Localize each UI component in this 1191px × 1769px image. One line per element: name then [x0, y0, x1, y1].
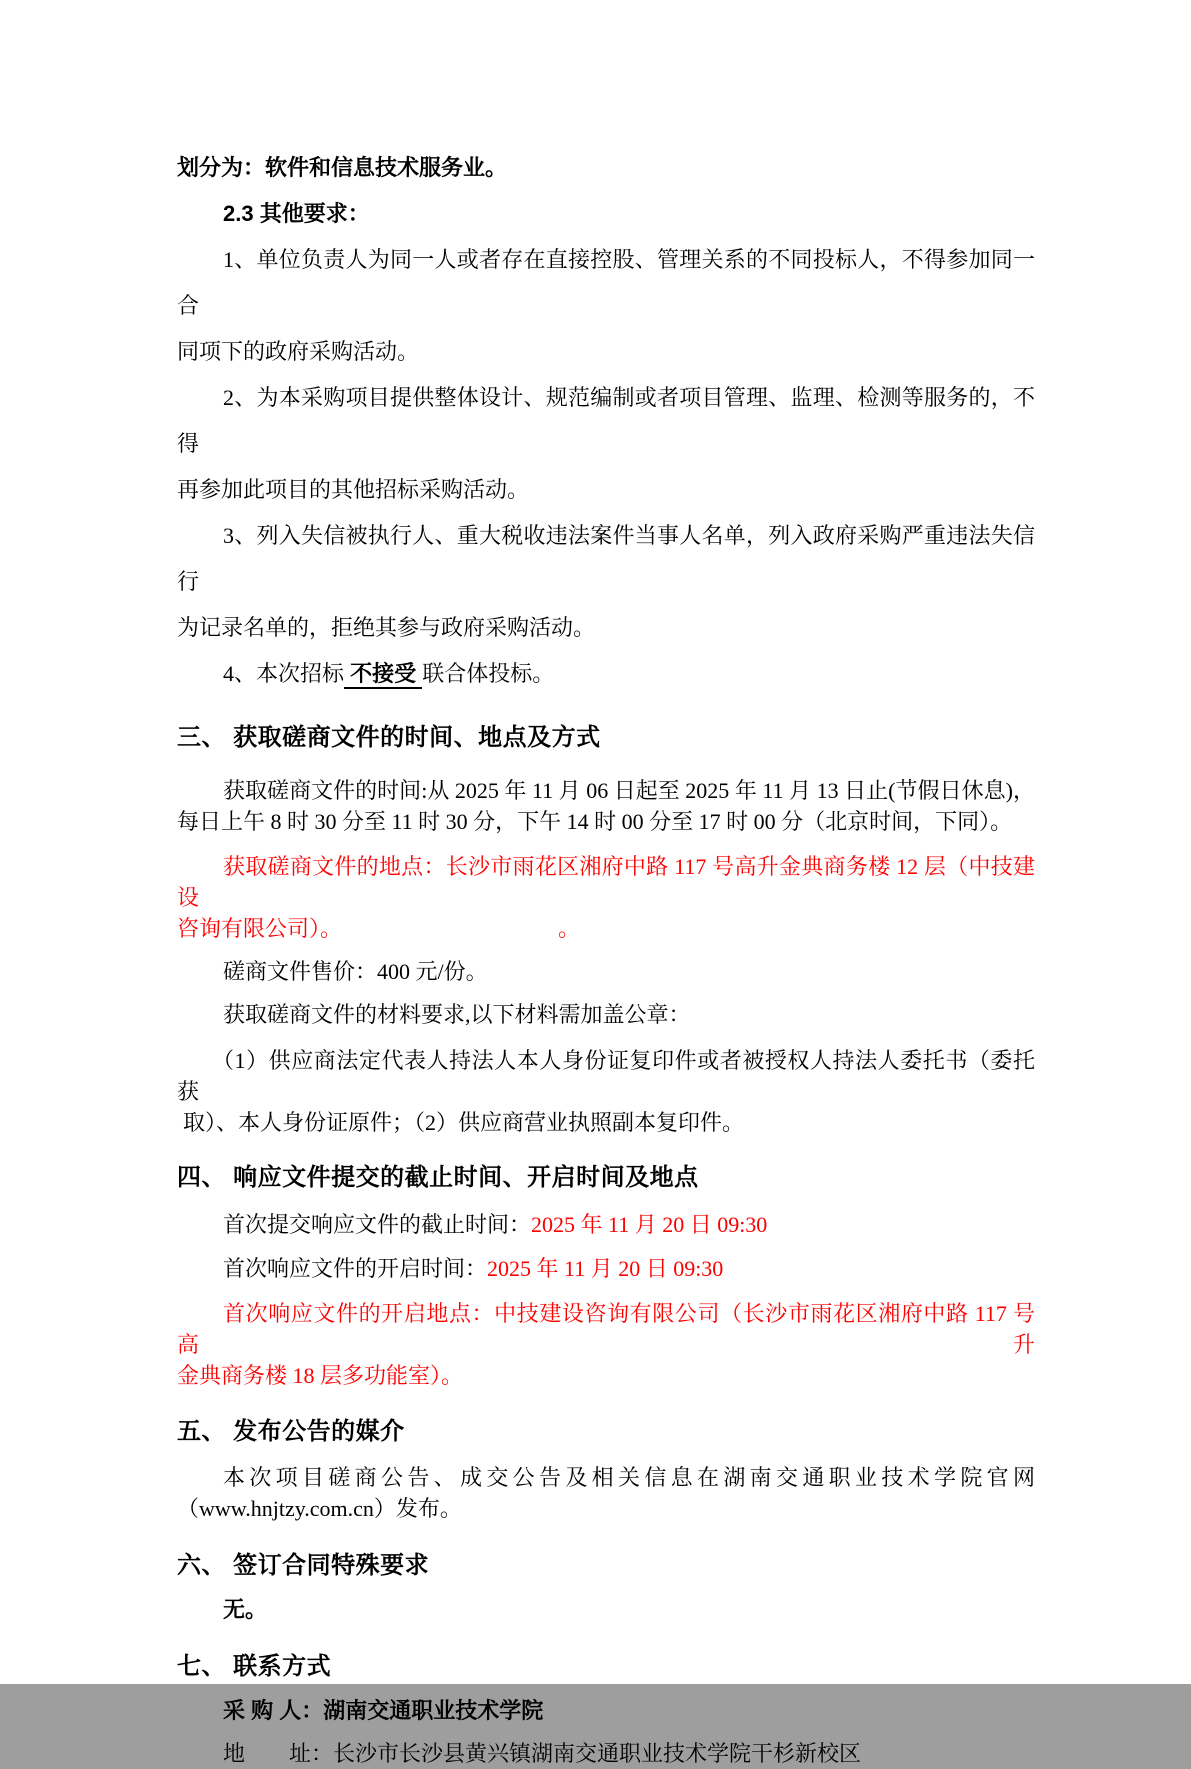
- media-line-2: （www.hnjtzy.com.cn）发布。: [177, 1496, 462, 1521]
- file-location-paragraph: [177, 851, 1035, 944]
- section-4-heading: 四、 响应文件提交的截止时间、开启时间及地点: [177, 1164, 699, 1191]
- section-6-heading: 六、 签订合同特殊要求: [177, 1552, 430, 1579]
- material-requirement-line: 获取磋商文件的材料要求,以下材料需加盖公章：: [223, 1002, 691, 1027]
- item-3-line-2: 为记录名单的，拒绝其参与政府采购活动。: [177, 615, 596, 640]
- material-line-1: （1）供应商法定代表人持法人本人身份证复印件或者被授权人持法人委托书（委托获: [177, 1048, 1035, 1104]
- file-location-line-2-text: 咨询有限公司）。: [177, 916, 332, 941]
- file-location-line-2: [177, 913, 1035, 944]
- deadline-label: 首次提交响应文件的截止时间：: [223, 1212, 532, 1237]
- section-5-heading: 五、 发布公告的媒介: [177, 1418, 405, 1445]
- purchaser-line: 采 购 人：湖南交通职业技术学院: [223, 1698, 544, 1723]
- item-2-line-2: 再参加此项目的其他招标采购活动。: [177, 477, 530, 502]
- deadline-line: [177, 1209, 1035, 1240]
- section-3-heading: 三、 获取磋商文件的时间、地点及方式: [177, 724, 601, 751]
- document-content: [177, 145, 1035, 1769]
- opening-time-label: 首次响应文件的开启时间：: [223, 1256, 488, 1281]
- opening-place-line-1: 首次响应文件的开启地点：中技建设咨询有限公司（长沙市雨花区湘府中路 117 号高升: [177, 1301, 1035, 1357]
- opening-time-value: 2025 年 11 月 20 日 09:30: [487, 1256, 724, 1281]
- other-requirements-heading: 2.3 其他要求：: [223, 201, 370, 226]
- material-paragraph: [177, 1045, 1035, 1138]
- material-line-2: 取）、本人身份证原件；（2）供应商营业执照副本复印件。: [183, 1110, 745, 1135]
- opening-place-paragraph: [177, 1298, 1035, 1391]
- no-special-requirement-line: 无。: [223, 1597, 268, 1622]
- media-line-1: 本次项目磋商公告、成交公告及相关信息在湖南交通职业技术学院官网: [223, 1465, 1035, 1490]
- opening-time-line: [177, 1253, 1035, 1284]
- opening-place-line-2: 金典商务楼 18 层多功能室）。: [177, 1363, 464, 1388]
- section-7-heading: 七、 联系方式: [177, 1653, 332, 1680]
- item-4-line: [177, 651, 1035, 697]
- file-price-line: 磋商文件售价：400 元/份。: [223, 959, 488, 984]
- classification-line: 划分为：软件和信息技术服务业。: [177, 155, 508, 180]
- deadline-value: 2025 年 11 月 20 日 09:30: [531, 1212, 768, 1237]
- item-1-line-1: 1、单位负责人为同一人或者存在直接控股、管理关系的不同投标人，不得参加同一合: [177, 247, 1035, 318]
- file-time-paragraph: [177, 775, 1035, 837]
- item-3-line-1: 3、列入失信被执行人、重大税收违法案件当事人名单，列入政府采购严重违法失信行: [177, 523, 1035, 594]
- file-time-line-2: 每日上午 8 时 30 分至 11 时 30 分，下午 14 时 00 分至 17 时 00 分（北京时间，下同）。: [177, 809, 1013, 834]
- file-location-line-1: 获取磋商文件的地点：长沙市雨花区湘府中路 117 号高升金典商务楼 12 层（中技建设: [177, 854, 1035, 910]
- item-2-line-1: 2、为本采购项目提供整体设计、规范编制或者项目管理、监理、检测等服务的，不得: [177, 385, 1035, 456]
- item-1-line-2: 同项下的政府采购活动。: [177, 339, 420, 364]
- address-line: 地 址：长沙市长沙县黄兴镇湖南交通职业技术学院干杉新校区: [223, 1741, 862, 1766]
- file-time-line-1: 获取磋商文件的时间:从 2025 年 11 月 06 日起至 2025 年 11 月 13 日止(节假日休息)，: [223, 778, 1035, 803]
- no-accept-emphasis: 不接受: [344, 661, 422, 689]
- item-4-prefix: 4、本次招标: [223, 661, 345, 686]
- location-tail-period: 。: [558, 916, 581, 941]
- item-4-suffix: 联合体投标。: [422, 661, 555, 686]
- media-paragraph: [177, 1462, 1035, 1524]
